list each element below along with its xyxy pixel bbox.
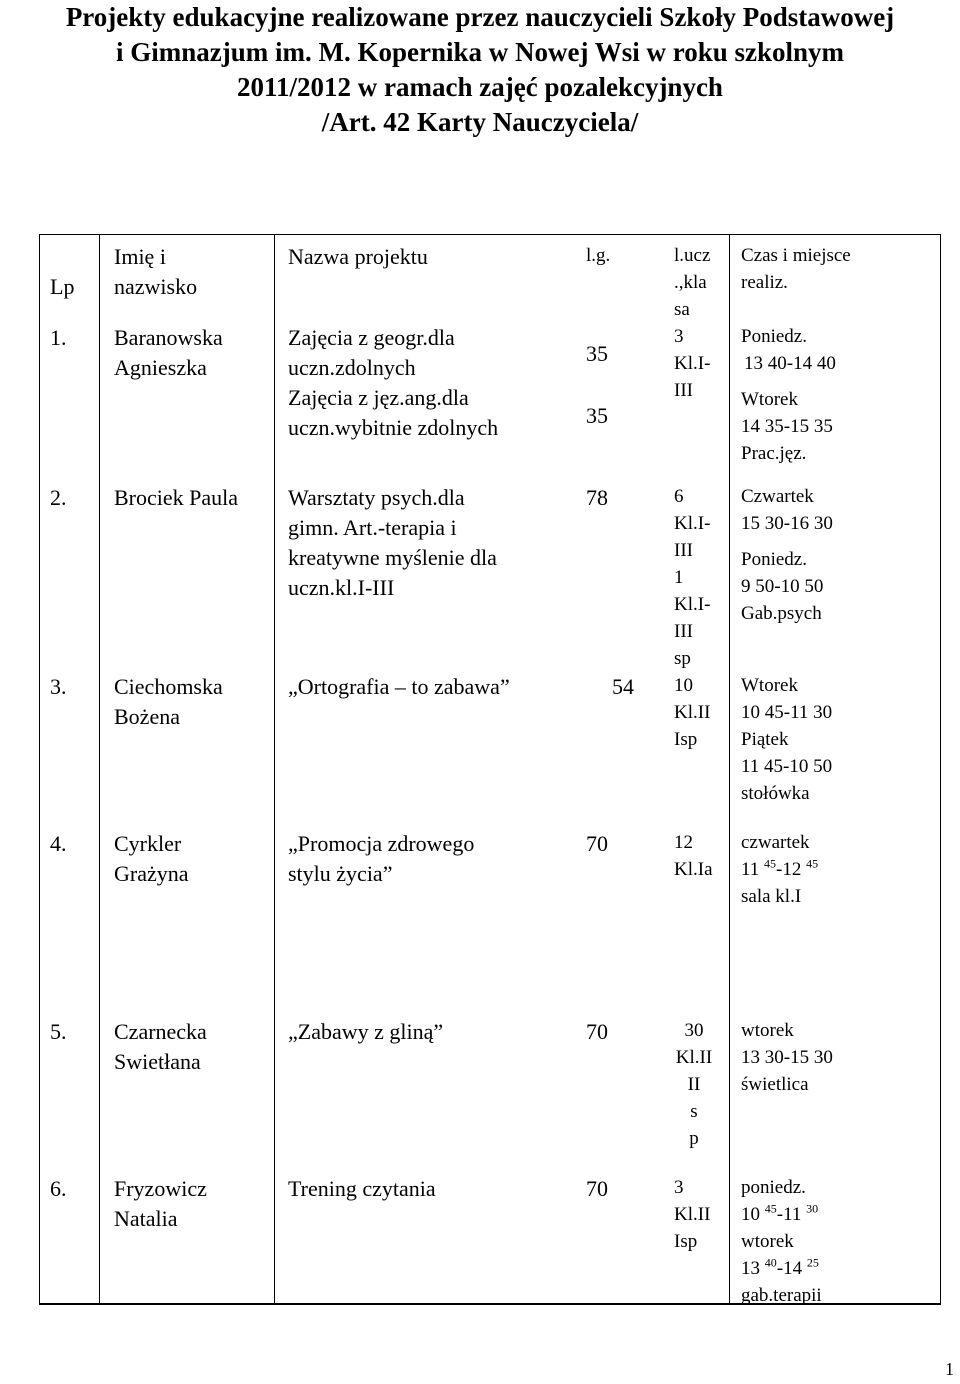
row4-lucz: 12 Kl.Ia xyxy=(674,832,713,880)
header-lucz: l.ucz .,kla sa xyxy=(674,245,711,320)
row1-project: Zajęcia z geogr.dla uczn.zdolnych Zajęcia z jęz.ang.dla uczn.wybitnie zdolnych xyxy=(288,325,499,440)
row4-time: czwartek 11 $^{45}$-12 $^{45}$ sala kl.I xyxy=(741,832,819,907)
row6-name: Fryzowicz Natalia xyxy=(114,1176,207,1231)
row3-name: Ciechomska Bożena xyxy=(114,674,223,729)
header-time: Czas i miejsce realiz. xyxy=(741,245,851,293)
row3-lg: 54 xyxy=(612,674,634,699)
row6-time: poniedz. 10 $^{45}$-11 $^{30}$ wtorek 13 $^{40}$-14 $^{25}$ gab.terapii xyxy=(741,1177,822,1306)
row1-name: Baranowska Agnieszka xyxy=(114,325,223,380)
page-number: 1 xyxy=(945,1359,954,1379)
col-divider-time xyxy=(729,234,730,1304)
header-project: Nazwa projektu xyxy=(288,244,428,269)
row2-name: Brociek Paula xyxy=(114,485,239,510)
row4-lg: 70 xyxy=(586,831,608,856)
row5-lp: 5. xyxy=(50,1019,67,1044)
row2-lg: 78 xyxy=(586,485,608,510)
title-line-2: i Gimnazjum im. M. Kopernika w Nowej Wsi w roku szkolnym xyxy=(115,37,845,67)
row5-name: Czarnecka Swietłana xyxy=(114,1019,207,1074)
header-name: Imię i nazwisko xyxy=(114,244,198,299)
row5-project: „Zabawy z gliną” xyxy=(288,1019,444,1044)
title-line-4: /Art. 42 Karty Nauczyciela/ xyxy=(321,107,639,137)
row3-lp: 3. xyxy=(50,674,67,699)
row3-time: Wtorek 10 45-11 30 Piątek 11 45-10 50 stołówka xyxy=(741,675,833,804)
row5-lg: 70 xyxy=(586,1019,608,1044)
row6-lp: 6. xyxy=(50,1176,67,1201)
row2-lp: 2. xyxy=(50,485,67,510)
row1-lp: 1. xyxy=(50,325,67,350)
row5-time: wtorek 13 30-15 30 świetlica xyxy=(741,1020,833,1095)
row2-project: Warsztaty psych.dla gimn. Art.-terapia i kreatywne myślenie dla uczn.kl.I-III xyxy=(288,485,497,600)
row1-time: Poniedz. 13 40-14 40 Wtorek 14 35-15 35 Prac.jęz. xyxy=(741,326,836,464)
col-divider-lp xyxy=(99,234,100,1304)
row1-lg: 35 35 xyxy=(586,341,608,428)
header-lp: Lp xyxy=(50,274,75,299)
row6-lucz: 3 Kl.II Isp xyxy=(674,1177,711,1252)
row4-lp: 4. xyxy=(50,831,67,856)
title-line-1: Projekty edukacyjne realizowane przez nauczycieli Szkoły Podstawowej xyxy=(65,2,895,32)
col-divider-name xyxy=(274,234,275,1304)
row2-lucz: 6 Kl.I- III 1 Kl.I- III sp xyxy=(674,486,711,669)
row1-lucz: 3 Kl.I- III xyxy=(674,326,711,401)
row6-lg: 70 xyxy=(586,1176,608,1201)
row6-project: Trening czytania xyxy=(288,1176,436,1201)
row3-lucz: 10 Kl.II Isp xyxy=(674,675,711,750)
header-lg: l.g. xyxy=(586,245,611,266)
title-line-3: 2011/2012 w ramach zajęć pozalekcyjnych xyxy=(237,72,723,102)
row4-name: Cyrkler Grażyna xyxy=(114,831,189,886)
row5-lucz: 30 Kl.II II s p xyxy=(675,1020,713,1149)
row3-project: „Ortografia – to zabawa” xyxy=(288,674,510,699)
document-title xyxy=(0,0,960,140)
table-bottom xyxy=(39,1304,941,1305)
row4-project: „Promocja zdrowego stylu życia” xyxy=(288,831,475,886)
row2-time: Czwartek 15 30-16 30 Poniedz. 9 50-10 50 Gab.psych xyxy=(741,486,833,624)
